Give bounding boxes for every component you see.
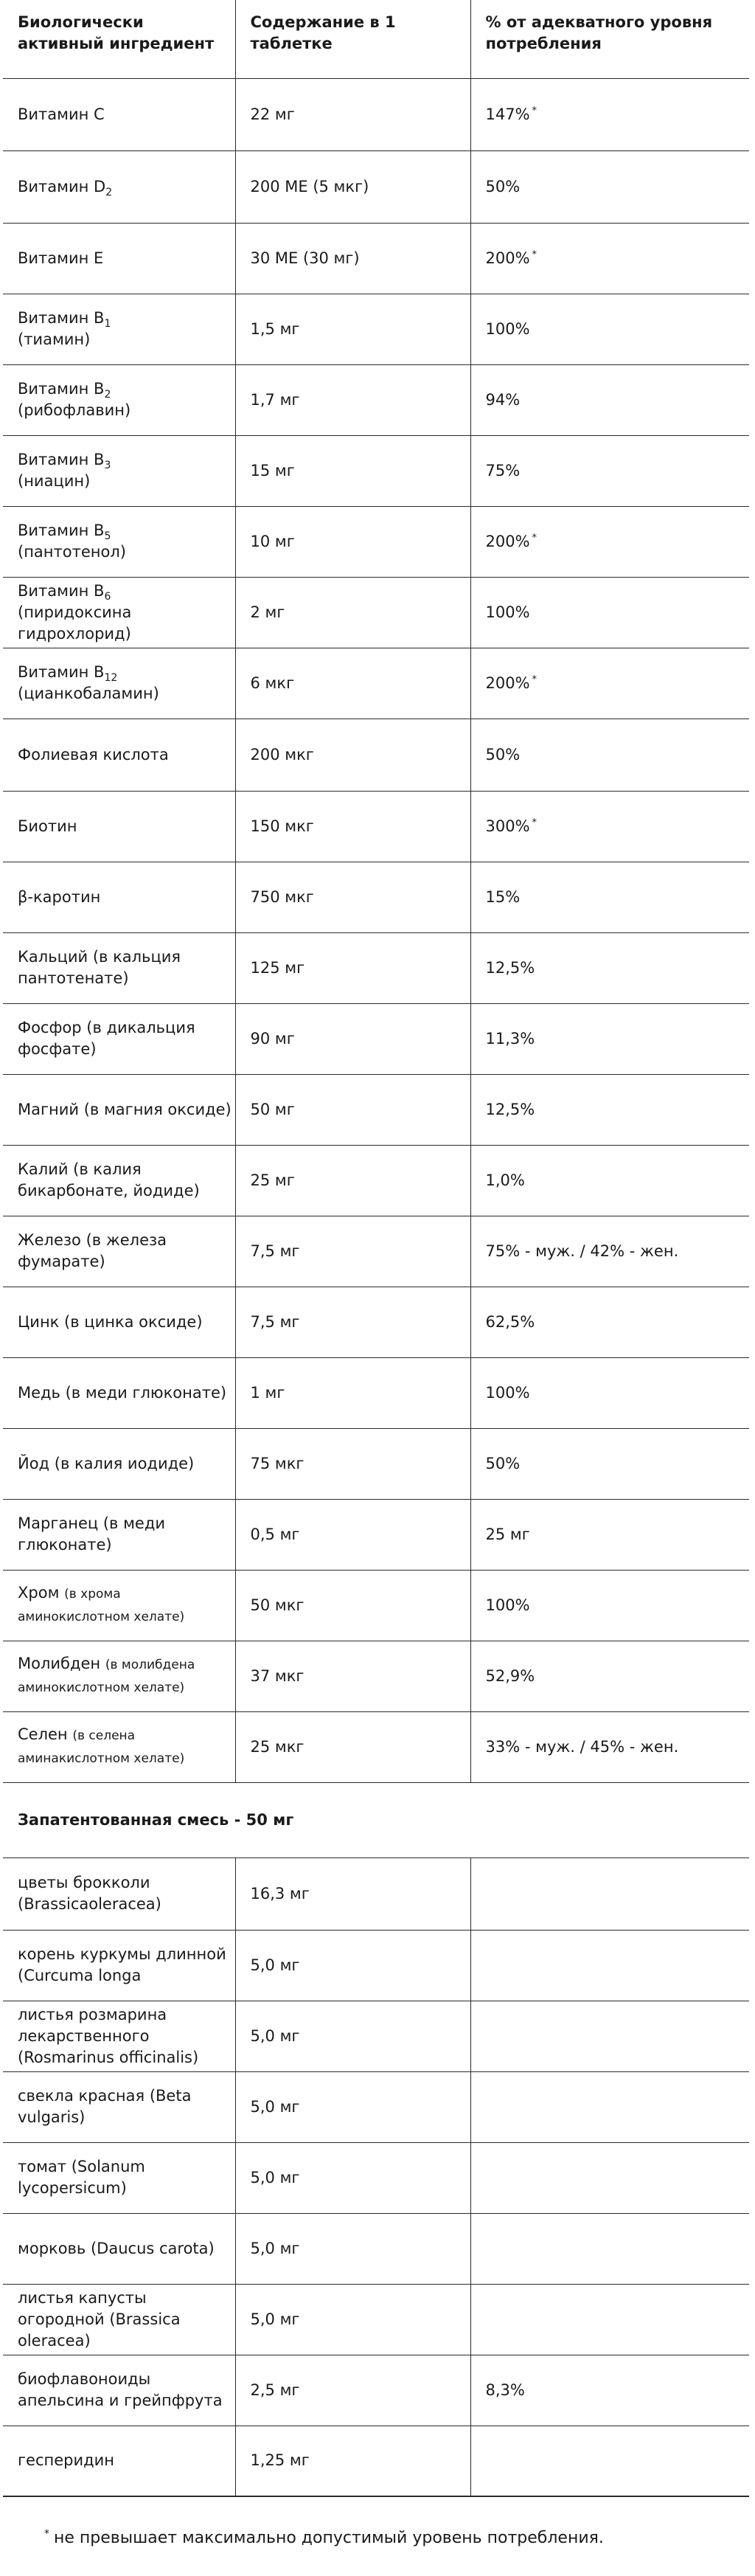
percent-cell — [470, 791, 749, 862]
ingredient-cell — [3, 719, 235, 791]
ingredient-cell — [3, 2426, 235, 2496]
percent-cell — [470, 364, 749, 435]
ingredient-cell — [3, 506, 235, 577]
ingredient-cell — [3, 364, 235, 435]
ingredient-detail: (в молибдена аминокислотном хелате) — [18, 1658, 195, 1695]
ingredient-cell — [3, 932, 235, 1003]
ingredient-detail: (пиридоксина гидрохлорид) — [18, 603, 132, 643]
table-row — [3, 1499, 749, 1570]
percent-value: 50% — [485, 745, 521, 764]
percent-cell — [470, 1145, 749, 1216]
amount-cell: 125 мг — [235, 932, 470, 1003]
ingredient-name: листья розмарина лекарственного (Rosmarinus officinalis) — [18, 2005, 199, 2066]
amount-cell: 25 мг — [235, 1145, 470, 1216]
table-row — [3, 1428, 749, 1499]
percent-value: 62,5% — [485, 1312, 535, 1331]
ingredient-cell — [3, 1287, 235, 1357]
percent-cell — [470, 294, 749, 364]
table-row — [3, 1074, 749, 1145]
percent-value: 100% — [485, 319, 530, 338]
percent-value: 50% — [485, 1454, 521, 1472]
amount-cell: 1,5 мг — [235, 294, 470, 364]
table-row — [3, 2001, 749, 2071]
ingredient-cell — [3, 2001, 235, 2071]
table-row — [3, 78, 749, 150]
ingredient-cell — [3, 1499, 235, 1570]
table-row — [3, 364, 749, 435]
table-row — [3, 2426, 749, 2496]
ingredient-name: Молибден — [18, 1655, 101, 1672]
amount-cell: 5,0 мг — [235, 2213, 470, 2284]
percent-cell — [470, 2071, 749, 2142]
ingredient-name: томат (Solanum lycopersicum) — [18, 2158, 145, 2197]
ingredient-name: листья капусты огородной (Brassica oleracea) — [18, 2288, 181, 2350]
section-title: Запатентованная смесь - 50 мг — [3, 1782, 749, 1857]
percent-cell — [470, 1357, 749, 1428]
amount-cell: 2,5 мг — [235, 2355, 470, 2426]
amount-cell: 25 мкг — [235, 1711, 470, 1782]
vitamin-subscript: 2 — [105, 186, 113, 198]
table-row — [3, 1357, 749, 1428]
table-row — [3, 2071, 749, 2142]
ingredient-cell — [3, 1003, 235, 1074]
percent-cell — [470, 719, 749, 791]
amount-cell: 6 мкг — [235, 648, 470, 719]
table-row — [3, 506, 749, 577]
ingredient-name: Магний (в магния оксиде) — [18, 1100, 232, 1118]
amount-cell: 5,0 мг — [235, 2001, 470, 2071]
amount-cell: 1,7 мг — [235, 364, 470, 435]
percent-value: 1,0% — [485, 1171, 525, 1189]
percent-cell — [470, 2142, 749, 2213]
percent-cell — [470, 1711, 749, 1782]
ingredient-cell — [3, 150, 235, 223]
asterisk-mark: * — [532, 105, 537, 117]
ingredient-cell — [3, 1216, 235, 1287]
header-percent: % от адекватного уровня потребления — [470, 0, 749, 78]
percent-value: 33% - муж. / 45% - жен. — [485, 1737, 679, 1756]
percent-cell — [470, 2213, 749, 2284]
table-row — [3, 932, 749, 1003]
amount-cell: 750 мкг — [235, 862, 470, 932]
vitamin-subscript: 3 — [104, 460, 111, 472]
percent-value: 50% — [485, 177, 521, 195]
asterisk-mark: * — [532, 674, 537, 685]
amount-cell: 7,5 мг — [235, 1216, 470, 1287]
table-row — [3, 2284, 749, 2355]
asterisk-mark: * — [532, 249, 537, 260]
vitamin-subscript: 6 — [104, 590, 111, 603]
ingredient-cell — [3, 435, 235, 506]
ingredient-cell — [3, 862, 235, 932]
ingredient-detail: (в хрома аминокислотном хелате) — [18, 1587, 185, 1624]
ingredient-name: биофлавоноиды апельсина и грейпфрута — [18, 2370, 223, 2409]
ingredient-cell — [3, 1641, 235, 1711]
vitamin-subscript: 1 — [104, 318, 111, 330]
amount-cell: 90 мг — [235, 1003, 470, 1074]
percent-cell — [470, 1216, 749, 1287]
percent-value: 75% - муж. / 42% - жен. — [485, 1242, 679, 1260]
table-row — [3, 577, 749, 648]
ingredient-name: Витамин B — [18, 522, 105, 539]
amount-cell: 50 мкг — [235, 1570, 470, 1641]
table-row — [3, 791, 749, 862]
ingredient-cell — [3, 2213, 235, 2284]
amount-cell: 0,5 мг — [235, 1499, 470, 1570]
ingredient-name: Цинк (в цинка оксиде) — [18, 1312, 203, 1331]
amount-cell: 1 мг — [235, 1357, 470, 1428]
ingredient-name: Витамин B — [18, 663, 105, 681]
ingredient-name: Кальций (в кальция пантотенате) — [18, 948, 181, 987]
percent-cell — [470, 932, 749, 1003]
percent-cell — [470, 506, 749, 577]
ingredient-name: Витамин D — [18, 177, 106, 195]
header-row — [3, 0, 749, 78]
amount-cell: 15 мг — [235, 435, 470, 506]
amount-cell: 37 мкг — [235, 1641, 470, 1711]
percent-cell — [470, 223, 749, 294]
amount-cell: 30 МЕ (30 мг) — [235, 223, 470, 294]
percent-value: 8,3% — [485, 2381, 525, 2399]
percent-cell — [470, 1570, 749, 1641]
ingredient-name: гесперидин — [18, 2451, 115, 2470]
ingredient-detail: (в селена аминакислотном хелате) — [18, 1728, 185, 1766]
percent-value: 12,5% — [485, 958, 535, 977]
percent-cell — [470, 78, 749, 150]
percent-cell — [470, 2001, 749, 2071]
ingredient-name: Витамин B — [18, 451, 105, 468]
ingredient-name: Фолиевая кислота — [18, 745, 169, 764]
ingredient-cell — [3, 648, 235, 719]
percent-cell — [470, 2426, 749, 2496]
percent-cell — [470, 1499, 749, 1570]
ingredient-name: Медь (в меди глюконате) — [18, 1383, 227, 1402]
table-row — [3, 1216, 749, 1287]
amount-cell: 1,25 мг — [235, 2426, 470, 2496]
ingredient-name: Калий (в калия бикарбонате, йодиде) — [18, 1160, 200, 1199]
asterisk-mark: * — [532, 817, 537, 828]
table-row — [3, 719, 749, 791]
percent-value: 75% — [485, 461, 521, 479]
percent-cell — [470, 1930, 749, 2001]
ingredient-cell — [3, 294, 235, 364]
ingredient-cell — [3, 1570, 235, 1641]
ingredient-cell — [3, 791, 235, 862]
ingredient-cell — [3, 1074, 235, 1145]
asterisk-mark: * — [532, 532, 537, 544]
amount-cell: 75 мкг — [235, 1428, 470, 1499]
ingredient-cell — [3, 1930, 235, 2001]
ingredient-cell — [3, 2071, 235, 2142]
ingredient-cell — [3, 1428, 235, 1499]
percent-value: 12,5% — [485, 1100, 535, 1118]
ingredient-name: Витамин B — [18, 581, 105, 600]
table-row — [3, 1857, 749, 1930]
percent-cell — [470, 862, 749, 932]
amount-cell: 5,0 мг — [235, 1930, 470, 2001]
percent-value: 25 мг — [485, 1525, 530, 1543]
ingredient-name: Витамин B — [18, 309, 105, 327]
percent-cell — [470, 648, 749, 719]
percent-cell — [470, 577, 749, 648]
percent-value: 200% — [485, 249, 530, 267]
amount-cell: 5,0 мг — [235, 2142, 470, 2213]
ingredient-cell — [3, 1357, 235, 1428]
percent-cell — [470, 1003, 749, 1074]
table-row — [3, 223, 749, 294]
amount-cell: 5,0 мг — [235, 2284, 470, 2355]
header-ingredient: Биологически активный ингредиент — [3, 0, 235, 78]
ingredient-name: Марганец (в меди глюконате) — [18, 1514, 166, 1554]
percent-cell — [470, 2355, 749, 2426]
table-row — [3, 435, 749, 506]
table-row — [3, 294, 749, 364]
ingredient-cell — [3, 1711, 235, 1782]
percent-value: 100% — [485, 603, 530, 621]
percent-cell — [470, 1074, 749, 1145]
ingredient-detail: (тиамин) — [18, 330, 91, 348]
ingredient-name: Витамин C — [18, 105, 105, 123]
percent-cell — [470, 2284, 749, 2355]
ingredient-cell — [3, 223, 235, 294]
table-row — [3, 1711, 749, 1782]
table-row — [3, 862, 749, 932]
table-row — [3, 1570, 749, 1641]
ingredient-name: Фосфор (в дикальция фосфате) — [18, 1019, 195, 1058]
ingredient-detail: (цианкобаламин) — [18, 685, 159, 702]
ingredient-detail: (ниацин) — [18, 472, 91, 490]
amount-cell: 16,3 мг — [235, 1857, 470, 1930]
percent-value: 100% — [485, 1596, 530, 1614]
table-row — [3, 2355, 749, 2426]
nutrition-table — [3, 0, 749, 2497]
amount-cell: 22 мг — [235, 78, 470, 150]
ingredient-detail: (пантотенол) — [18, 543, 126, 561]
vitamin-subscript: 2 — [104, 389, 111, 401]
percent-cell — [470, 1857, 749, 1930]
percent-value: 147% — [485, 105, 530, 123]
amount-cell: 2 мг — [235, 577, 470, 648]
percent-value: 11,3% — [485, 1029, 535, 1048]
percent-cell — [470, 150, 749, 223]
ingredient-cell — [3, 78, 235, 150]
ingredient-name: морковь (Daucus carota) — [18, 2239, 215, 2257]
ingredient-name: свекла красная (Beta vulgaris) — [18, 2087, 192, 2126]
ingredient-name: Йод (в калия иодиде) — [18, 1454, 195, 1472]
percent-value: 94% — [485, 390, 521, 409]
ingredient-name: Селен — [18, 1725, 68, 1743]
ingredient-cell — [3, 2284, 235, 2355]
percent-value: 200% — [485, 532, 530, 550]
ingredient-cell — [3, 2142, 235, 2213]
ingredient-name: Железо (в железа фумарате) — [18, 1231, 167, 1270]
vitamin-subscript: 12 — [104, 672, 118, 685]
table-row — [3, 1003, 749, 1074]
ingredient-cell — [3, 2355, 235, 2426]
percent-cell — [470, 1641, 749, 1711]
amount-cell: 5,0 мг — [235, 2071, 470, 2142]
vitamin-subscript: 5 — [104, 530, 111, 543]
header-amount: Содержание в 1 таблетке — [235, 0, 470, 78]
percent-value: 200% — [485, 674, 530, 692]
table-row — [3, 1641, 749, 1711]
ingredient-name: цветы брокколи (Brassicaoleracea) — [18, 1874, 161, 1913]
table-row — [3, 1930, 749, 2001]
table-row — [3, 2142, 749, 2213]
percent-cell — [470, 435, 749, 506]
table-row — [3, 1287, 749, 1357]
ingredient-detail: (рибофлавин) — [18, 401, 131, 419]
percent-cell — [470, 1428, 749, 1499]
footnote-mark: * — [44, 2527, 49, 2540]
section-row — [3, 1782, 749, 1857]
ingredient-name: Витамин E — [18, 249, 104, 267]
table-row — [3, 648, 749, 719]
ingredient-cell — [3, 1145, 235, 1216]
table-row — [3, 2213, 749, 2284]
percent-value: 15% — [485, 887, 521, 906]
ingredient-name: Хром — [18, 1584, 60, 1602]
ingredient-cell — [3, 577, 235, 648]
footnote-text: не превышает максимально допустимый уровень потребления. — [54, 2529, 604, 2547]
amount-cell: 10 мг — [235, 506, 470, 577]
percent-cell — [470, 1287, 749, 1357]
amount-cell: 200 мкг — [235, 719, 470, 791]
table-row — [3, 1145, 749, 1216]
ingredient-name: Витамин B — [18, 380, 105, 398]
percent-value: 100% — [485, 1383, 530, 1402]
footnote — [44, 2529, 604, 2547]
amount-cell: 200 МЕ (5 мкг) — [235, 150, 470, 223]
ingredient-name: корень куркумы длинной (Curcuma longa — [18, 1945, 226, 1984]
amount-cell: 150 мкг — [235, 791, 470, 862]
ingredient-name: β-каротин — [18, 887, 101, 906]
table-row — [3, 150, 749, 223]
ingredient-name: Биотин — [18, 817, 77, 835]
percent-value: 52,9% — [485, 1666, 535, 1685]
amount-cell: 7,5 мг — [235, 1287, 470, 1357]
ingredient-cell — [3, 1857, 235, 1930]
amount-cell: 50 мг — [235, 1074, 470, 1145]
percent-value: 300% — [485, 817, 530, 835]
